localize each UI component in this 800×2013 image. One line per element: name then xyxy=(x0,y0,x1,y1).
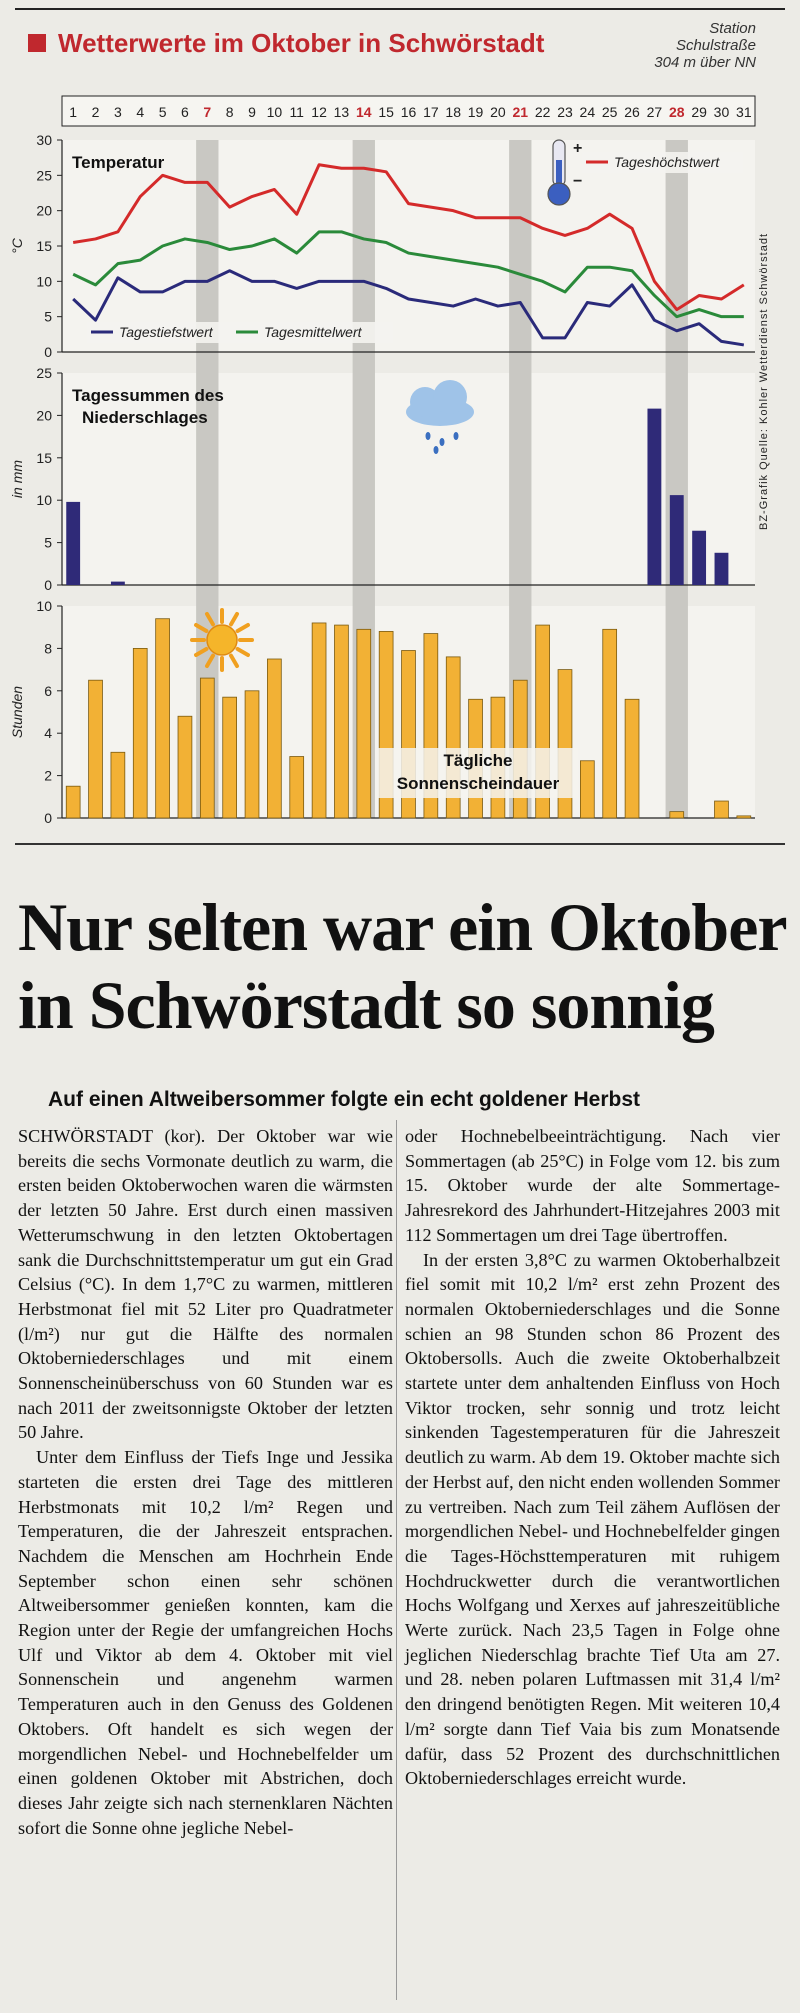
plus-sign: + xyxy=(573,140,583,157)
paragraph: oder Hochnebelbeeinträchtigung. Nach vier Sommertagen (ab 25°C) in Folge vom 12. bis zum 15. Oktober wurde der alte Sommertage-Jahresrekord des Jahrhundert-Hitzejahres 2003 mit 112 Sommertagen um drei Tage übertroffen. xyxy=(405,1126,780,1245)
y-tick-label: 6 xyxy=(44,682,52,699)
paragraph: Unter dem Einfluss der Tiefs Inge und Jessika starteten die ersten drei Tage des mittleren Herbstmonats mit 10,2 l/m² Regen und Temperaturen, die der Jahreszeit entsprachen. Nachdem die Menschen am Hochrhein Ende September schon einen sehr schönen Altweibersommer genießen konnten, kam die Region unter der Regie der umfangreichen Hochs Ulf und Viktor ab dem 4. Oktober mit viel Sonnenschein und angenehm warmen Temperaturen auch in den Genuss des Goldenen Oktobers. Oft handelt es sich wegen der morgendlichen Nebel- und Hochnebelfelder um einen goldenen Oktober mit Abstrichen, doch dieses Jahr zeigte sich nach sternenklaren Nächten sofort die Sonne ohne jegliche Nebel- xyxy=(18,1447,393,1838)
day-label: 29 xyxy=(691,104,707,120)
y-axis-label: Stunden xyxy=(9,685,25,739)
y-tick-label: 20 xyxy=(36,202,52,219)
legend-label: Tagesmittelwert xyxy=(264,324,362,340)
station-line-3: 304 m über NN xyxy=(654,54,756,71)
day-label: 15 xyxy=(378,104,394,120)
y-tick-label: 8 xyxy=(44,640,52,657)
y-axis-label: in mm xyxy=(9,459,25,499)
precipitation-bar xyxy=(111,582,125,585)
day-label: 19 xyxy=(467,104,484,120)
day-label: 10 xyxy=(266,104,283,120)
day-label: 28 xyxy=(668,104,685,120)
y-tick-label: 10 xyxy=(36,492,52,509)
paragraph: In der ersten 3,8°C zu warmen Oktoberhalbzeit fiel somit mit 10,2 l/m² erst zehn Prozent des normalen Oktoberniederschlages und die Sonne schien an 98 Stunden schon 86 Prozent des Oktobersolls. Auch die zweite Oktoberhalbzeit startete unter dem anhaltenden Einfluss von Hoch Viktor trocken, sehr sonnig und trotz leicht sinkenden Tagestemperaturen für die Jahreszeit deutlich zu warm. Ab dem 19. Oktober machte sich der Herbst auf, den nicht enden wollenden Sommer zu vertreiben. Nach zum Teil zähem Auflösen der morgendlichen Nebel- und Hochnebelfelder gingen die Tages-Höchsttemperaturen mit ruhigem Hochdruckwetter durch die verantwortlichen Hochs Wolfgang und Xerxes auf jahreszeitübliche Werte zurück. Nach 23,5 Tagen in Folge ohne jeglichen Niederschlag brachte Tief Uta am 27. und 28. neben polaren Luftmassen mit 31,4 l/m² den dringend benötigten Regen. Mit weiteren 10,4 l/m² sorgte dann Tief Vaia bis zum Monatsende dafür, dass 52 Prozent des durchschnittlichen Oktoberniederschlages erreicht wurde. xyxy=(405,1249,780,1789)
y-tick-label: 0 xyxy=(44,577,52,593)
sunshine-bar xyxy=(670,812,684,818)
panel-title-sunshine: Sonnenscheindauer xyxy=(396,774,560,793)
sunshine-bar xyxy=(200,678,214,818)
day-label: 27 xyxy=(646,104,663,120)
article-subhead: Auf einen Altweibersommer folgte ein echt goldener Herbst xyxy=(48,1088,640,1111)
legend-label: Tageshöchstwert xyxy=(614,154,720,170)
sunshine-bar xyxy=(737,816,751,818)
sunshine-bar xyxy=(111,752,125,818)
y-tick-label: 30 xyxy=(36,132,52,148)
panel-title-precipitation: Tagessummen des xyxy=(72,386,224,405)
sunshine-bar xyxy=(66,786,80,818)
y-tick-label: 10 xyxy=(36,273,52,290)
day-label: 4 xyxy=(136,104,145,120)
sunshine-bar xyxy=(335,625,349,818)
day-label: 16 xyxy=(400,104,417,120)
day-label: 14 xyxy=(356,104,372,120)
sunshine-bar xyxy=(312,623,326,818)
y-axis-label: °C xyxy=(9,238,25,254)
rain-drop xyxy=(454,432,459,440)
column-divider xyxy=(396,1120,397,2000)
y-tick-label: 15 xyxy=(36,449,52,466)
day-label: 8 xyxy=(225,104,234,120)
day-label: 30 xyxy=(713,104,730,120)
day-label: 6 xyxy=(181,104,189,120)
headline-line-2: in Schwörstadt so sonnig xyxy=(18,967,714,1043)
precipitation-bar xyxy=(715,553,729,585)
day-label: 23 xyxy=(557,104,573,120)
station-line-1: Station xyxy=(709,20,756,37)
day-label: 7 xyxy=(203,104,212,120)
y-tick-label: 25 xyxy=(36,365,52,381)
day-label: 31 xyxy=(736,104,752,120)
highlight-day-column xyxy=(666,140,688,818)
day-label: 2 xyxy=(91,104,100,120)
y-tick-label: 20 xyxy=(36,407,52,424)
y-tick-label: 2 xyxy=(44,767,52,784)
y-tick-label: 15 xyxy=(36,238,52,254)
legend-label: Tagestiefstwert xyxy=(119,324,213,340)
panel-title-sunshine: Tägliche xyxy=(443,751,513,770)
rain-drop xyxy=(426,432,431,440)
y-tick-label: 10 xyxy=(36,598,52,614)
sunshine-bar xyxy=(603,629,617,818)
article-column-1 xyxy=(18,1124,393,1840)
day-label: 11 xyxy=(289,104,304,120)
paragraph: SCHWÖRSTADT (kor). Der Oktober war wie bereits die sechs Vormonate deutlich zu warm, die ersten beiden Oktoberwochen waren die wärmsten der letzten 50 Jahre. Erst durch einen massiven Wetterumschwung in den letzten Oktobertagen sank die Durchschnittstemperatur um gut ein Grad Celsius (°C). In dem 1,7°C zu warmen, mittleren Herbstmonat fiel mit 52 Liter pro Quadratmeter (l/m²) nur gut die Hälfte des normalen Oktoberniederschlages und mit einem Sonnenscheinüberschuss von 60 Stunden war es nach 2011 der zweitsonnigste Oktober der letzten 50 Jahre. xyxy=(18,1126,393,1443)
sunshine-bar xyxy=(267,659,281,818)
chart-title: Wetterwerte im Oktober in Schwörstadt xyxy=(58,28,545,58)
station-line-2: Schulstraße xyxy=(675,37,756,54)
precipitation-bar xyxy=(647,409,661,585)
y-tick-label: 0 xyxy=(44,344,52,360)
day-label: 26 xyxy=(624,104,640,120)
cloud-part xyxy=(433,380,467,414)
day-label: 5 xyxy=(158,104,167,120)
sunshine-bar xyxy=(357,629,371,818)
rain-drop xyxy=(440,438,445,446)
precipitation-bar xyxy=(692,531,706,585)
y-tick-label: 5 xyxy=(44,308,52,325)
day-label: 24 xyxy=(579,104,596,120)
day-label: 21 xyxy=(512,104,529,120)
y-tick-label: 4 xyxy=(44,725,52,742)
source-credit: BZ-Grafik Quelle: Kohler Wetterdienst Schwörstadt xyxy=(758,232,770,530)
precipitation-bar xyxy=(66,502,80,585)
day-label: 9 xyxy=(248,104,256,120)
day-label: 22 xyxy=(534,104,551,120)
day-label: 25 xyxy=(601,104,618,120)
section-divider xyxy=(15,843,785,845)
sunshine-bar xyxy=(178,716,192,818)
y-tick-label: 25 xyxy=(36,167,52,184)
sunshine-bar xyxy=(290,757,304,818)
panel-title-temperature: Temperatur xyxy=(72,153,165,172)
panel-title-precipitation: Niederschlages xyxy=(82,408,208,427)
precipitation-bar xyxy=(670,495,684,585)
y-tick-label: 5 xyxy=(44,534,52,551)
sunshine-bar xyxy=(156,619,170,818)
sunshine-bar xyxy=(133,648,147,818)
weather-chart xyxy=(0,0,800,840)
article-headline xyxy=(18,888,788,1044)
sunshine-bar xyxy=(580,761,594,818)
minus-sign: − xyxy=(573,173,583,190)
day-label: 3 xyxy=(113,104,122,120)
sunshine-bar xyxy=(715,801,729,818)
day-label: 17 xyxy=(423,104,439,120)
sunshine-bar xyxy=(245,691,259,818)
headline-line-1: Nur selten war ein Oktober xyxy=(18,889,787,965)
y-tick-label: 0 xyxy=(44,810,52,826)
day-label: 1 xyxy=(69,104,78,120)
sun-disc xyxy=(207,625,237,655)
sunshine-bar xyxy=(89,680,103,818)
day-label: 20 xyxy=(490,104,506,120)
day-label: 12 xyxy=(311,104,327,120)
article-column-2 xyxy=(405,1124,780,1791)
rain-drop xyxy=(434,446,439,454)
thermometer-bulb xyxy=(548,183,570,205)
day-label: 18 xyxy=(445,104,461,120)
day-label: 13 xyxy=(333,104,350,120)
sunshine-bar xyxy=(223,697,237,818)
sunshine-bar xyxy=(625,699,639,818)
